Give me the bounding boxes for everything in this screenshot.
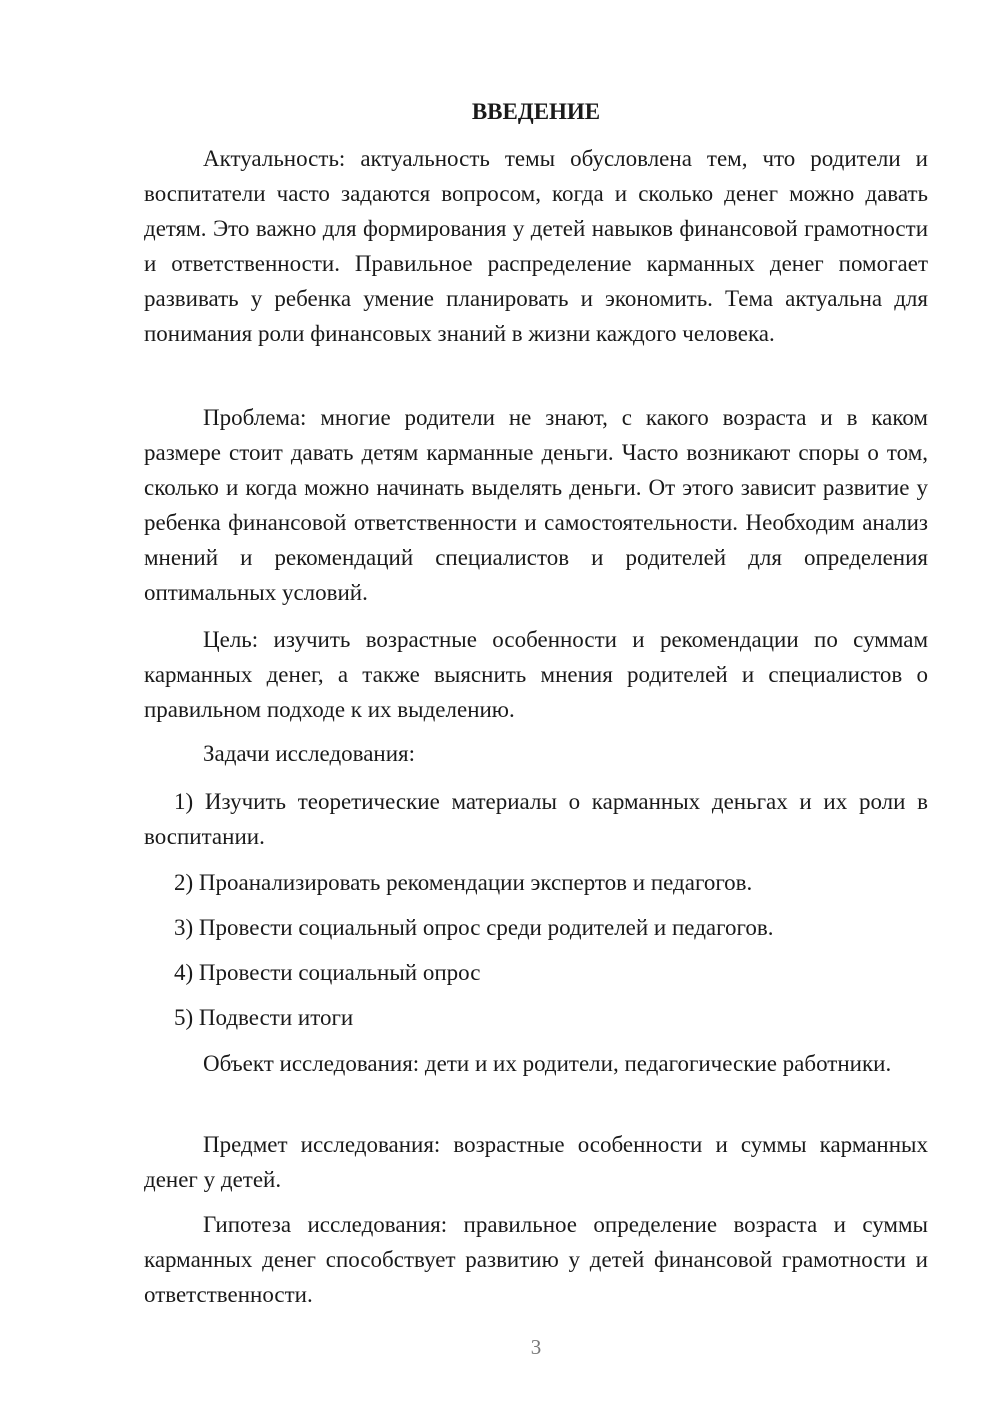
- relevance-paragraph: Актуальность: актуальность темы обусловлена тем, что родители и воспитатели часто задаются вопросом, когда и сколько денег можно давать детям. Это важно для формирования у детей навыков финансовой грамотности и ответственности. Правильное распределение карманных денег помогает развивать у ребенка умение планировать и экономить. Тема актуальна для понимания роли финансовых знаний в жизни каждого человека.: [144, 146, 928, 346]
- hypothesis-paragraph: Гипотеза исследования: правильное определение возраста и суммы карманных денег способствует развитию у детей финансовой грамотности и ответственности.: [144, 1212, 928, 1307]
- task-item-4: 4) Провести социальный опрос: [174, 960, 481, 985]
- problem-paragraph: Проблема: многие родители не знают, с какого возраста и в каком размере стоит давать детям карманные деньги. Часто возникают споры о том, сколько и когда можно начинать выделять деньги. От этого зависит развитие у ребенка финансовой ответственности и самостоятельности. Необходим анализ мнений и рекомендаций специалистов и родителей для определения оптимальных условий.: [144, 405, 928, 605]
- subject-paragraph: Предмет исследования: возрастные особенности и суммы карманных денег у детей.: [144, 1132, 928, 1192]
- task-item-2: 2) Проанализировать рекомендации экспертов и педагогов.: [174, 870, 753, 895]
- goal-paragraph: Цель: изучить возрастные особенности и рекомендации по суммам карманных денег, а также выяснить мнения родителей и специалистов о правильном подходе к их выделению.: [144, 627, 928, 722]
- task-item-1: 1) Изучить теоретические материалы о карманных деньгах и их роли в воспитании.: [144, 789, 928, 849]
- tasks-title: Задачи исследования:: [203, 741, 416, 766]
- task-item-3: 3) Провести социальный опрос среди родителей и педагогов.: [174, 915, 774, 940]
- object-paragraph: Объект исследования: дети и их родители, педагогические работники.: [203, 1051, 892, 1076]
- page-number: 3: [530, 1335, 542, 1359]
- section-heading: ВВЕДЕНИЕ: [471, 99, 601, 124]
- task-item-5: 5) Подвести итоги: [174, 1005, 354, 1030]
